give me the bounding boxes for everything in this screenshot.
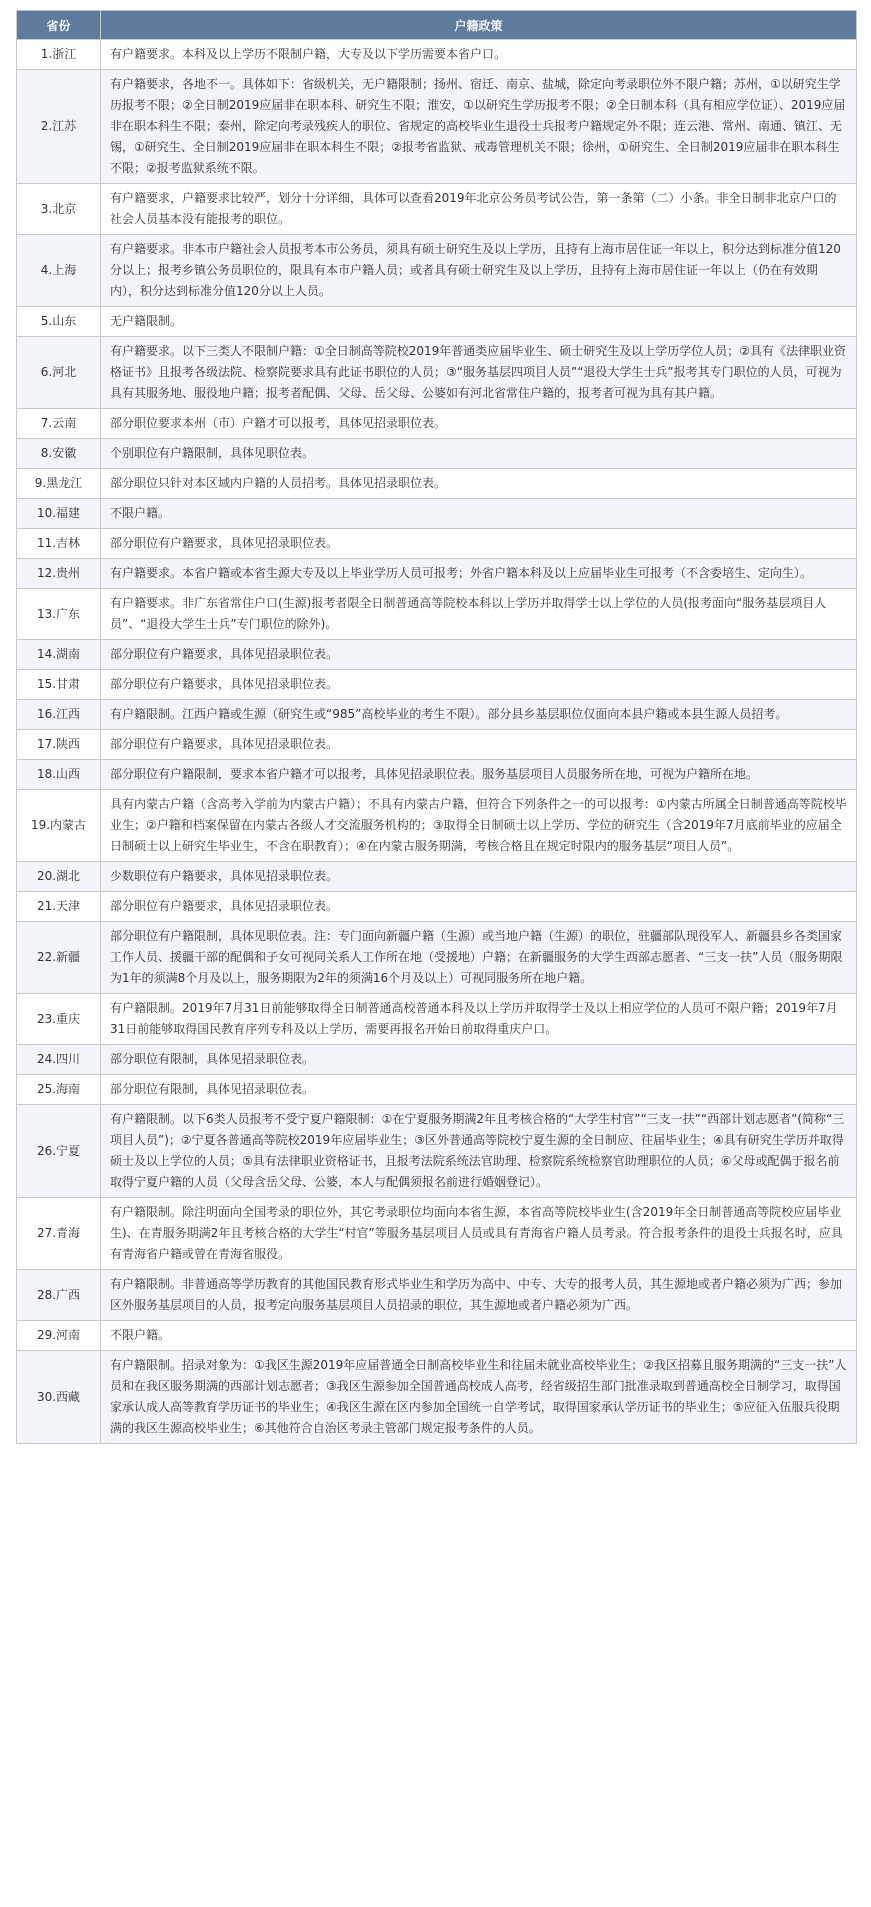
province-cell: 9.黑龙江 [17, 469, 101, 499]
province-cell: 18.山西 [17, 760, 101, 790]
province-cell: 26.宁夏 [17, 1105, 101, 1198]
province-cell: 23.重庆 [17, 994, 101, 1045]
policy-cell: 部分职位有户籍限制，具体见职位表。注：专门面向新疆户籍（生源）或当地户籍（生源）的职位，驻疆部队现役军人、新疆县乡各类国家工作人员、援疆干部的配偶和子女可视同关系人工作所在地（受援地）户籍；在新疆服务的大学生西部志愿者、“三支一扶”人员（服务期限为1年的须满8个月及以上，服务期限为2年的须满16个月及以上）可视同服务所在地户籍。 [101, 922, 857, 994]
province-cell: 14.湖南 [17, 640, 101, 670]
policy-cell: 部分职位有户籍要求，具体见招录职位表。 [101, 529, 857, 559]
province-cell: 4.上海 [17, 235, 101, 307]
table-row [17, 922, 857, 994]
table-row [17, 589, 857, 640]
table-body [17, 40, 857, 1444]
policy-cell: 有户籍限制。以下6类人员报考不受宁夏户籍限制：①在宁夏服务期满2年且考核合格的“大学生村官”“三支一扶”“西部计划志愿者”(简称“三项目人员”)；②宁夏各普通高等院校2019年应届毕业生；③区外普通高等院校宁夏生源的全日制应、往届毕业生；④具有研究生学历并取得硕士及以上学位的人员；⑤具有法律职业资格证书，且报考法院系统法官助理、检察院系统检察官助理职位的人员；⑥父母或配偶于报名前取得宁夏户籍的人员（父母含岳父母、公婆，本人与配偶须报名前进行婚姻登记）。 [101, 1105, 857, 1198]
policy-cell: 有户籍要求。以下三类人不限制户籍：①全日制高等院校2019年普通类应届毕业生、硕士研究生及以上学历学位人员；②具有《法律职业资格证书》且报考各级法院、检察院要求具有此证书职位的人员；③“服务基层四项目人员”“退役大学生士兵”报考其专门职位的人员，可视为具有其服务地、服役地户籍；报考者配偶、父母、岳父母、公婆如有河北省常住户籍的，报考者可视为具有其户籍。 [101, 337, 857, 409]
table-row [17, 469, 857, 499]
province-cell: 22.新疆 [17, 922, 101, 994]
policy-cell: 部分职位有户籍要求，具体见招录职位表。 [101, 730, 857, 760]
province-cell: 3.北京 [17, 184, 101, 235]
table-row [17, 670, 857, 700]
table-row [17, 640, 857, 670]
province-cell: 5.山东 [17, 307, 101, 337]
policy-cell: 部分职位有户籍限制，要求本省户籍才可以报考，具体见招录职位表。服务基层项目人员服务所在地，可视为户籍所在地。 [101, 760, 857, 790]
header-policy: 户籍政策 [101, 11, 857, 40]
province-cell: 16.江西 [17, 700, 101, 730]
table-row [17, 40, 857, 70]
province-cell: 20.湖北 [17, 862, 101, 892]
province-cell: 28.广西 [17, 1270, 101, 1321]
province-cell: 21.天津 [17, 892, 101, 922]
policy-cell: 有户籍限制。招录对象为：①我区生源2019年应届普通全日制高校毕业生和往届未就业高校毕业生；②我区招募且服务期满的“三支一扶”人员和在我区服务期满的西部计划志愿者；③我区生源参加全国普通高校成人高考，经省级招生部门批准录取到普通高校全日制学习，取得国家承认成人高等教育学历证书的毕业生；④我区生源在区内参加全国统一自学考试，取得国家承认学历证书的毕业生；⑤应征入伍服兵役期满的我区生源高校毕业生；⑥其他符合自治区考录主管部门规定报考条件的人员。 [101, 1351, 857, 1444]
table-row [17, 790, 857, 862]
table-row [17, 337, 857, 409]
table-row [17, 409, 857, 439]
province-cell: 8.安徽 [17, 439, 101, 469]
province-cell: 30.西藏 [17, 1351, 101, 1444]
table-row [17, 529, 857, 559]
province-cell: 29.河南 [17, 1321, 101, 1351]
household-policy-table [16, 10, 857, 1444]
table-row [17, 730, 857, 760]
province-cell: 13.广东 [17, 589, 101, 640]
policy-cell: 不限户籍。 [101, 499, 857, 529]
table-row [17, 760, 857, 790]
table-row [17, 1321, 857, 1351]
table-row [17, 1075, 857, 1105]
table-row [17, 499, 857, 529]
policy-cell: 无户籍限制。 [101, 307, 857, 337]
table-row [17, 559, 857, 589]
table-row [17, 892, 857, 922]
policy-cell: 个别职位有户籍限制，具体见职位表。 [101, 439, 857, 469]
province-cell: 27.青海 [17, 1198, 101, 1270]
province-cell: 1.浙江 [17, 40, 101, 70]
policy-cell: 部分职位有限制，具体见招录职位表。 [101, 1045, 857, 1075]
province-cell: 10.福建 [17, 499, 101, 529]
policy-cell: 有户籍限制。除注明面向全国考录的职位外，其它考录职位均面向本省生源，本省高等院校毕业生(含2019年全日制普通高等院校应届毕业生)、在青服务期满2年且考核合格的大学生“村官”等服务基层项目人员或具有青海省户籍人员考录。符合报考条件的退役士兵报名时，应具有青海省户籍或曾在青海省服役。 [101, 1198, 857, 1270]
policy-cell: 有户籍要求，各地不一。具体如下：省级机关，无户籍限制；扬州、宿迁、南京、盐城，除定向考录职位外不限户籍；苏州，①以研究生学历报考不限；②全日制2019应届非在职本科、研究生不限；淮安，①以研究生学历报考不限；②全日制本科（具有相应学位证）、2019应届非在职本科生不限；泰州，除定向考录残疾人的职位、省规定的高校毕业生退役士兵报考户籍规定外不限；连云港、常州、南通、镇江、无锡，①研究生、全日制2019应届非在职本科生不限；②报考省监狱、戒毒管理机关不限；徐州，①研究生、全日制2019应届非在职本科生不限；②报考监狱系统不限。 [101, 70, 857, 184]
province-cell: 17.陕西 [17, 730, 101, 760]
policy-cell: 有户籍限制。2019年7月31日前能够取得全日制普通高校普通本科及以上学历并取得学士及以上相应学位的人员可不限户籍；2019年7月31日前能够取得国民教育序列专科及以上学历，需要再报名开始日前取得重庆户口。 [101, 994, 857, 1045]
policy-cell: 部分职位只针对本区域内户籍的人员招考。具体见招录职位表。 [101, 469, 857, 499]
province-cell: 15.甘肃 [17, 670, 101, 700]
policy-cell: 有户籍要求。非广东省常住户口(生源)报考者限全日制普通高等院校本科以上学历并取得学士以上学位的人员(报考面向“服务基层项目人员”、“退役大学生士兵”专门职位的除外)。 [101, 589, 857, 640]
table-row [17, 1270, 857, 1321]
policy-cell: 不限户籍。 [101, 1321, 857, 1351]
province-cell: 19.内蒙古 [17, 790, 101, 862]
table-header-row [17, 11, 857, 40]
policy-cell: 有户籍要求，户籍要求比较严，划分十分详细，具体可以查看2019年北京公务员考试公告，第一条第（二）小条。非全日制非北京户口的社会人员基本没有能报考的职位。 [101, 184, 857, 235]
policy-cell: 部分职位要求本州（市）户籍才可以报考，具体见招录职位表。 [101, 409, 857, 439]
table-row [17, 235, 857, 307]
province-cell: 25.海南 [17, 1075, 101, 1105]
policy-cell: 部分职位有户籍要求，具体见招录职位表。 [101, 670, 857, 700]
table-row [17, 70, 857, 184]
policy-cell: 有户籍限制。非普通高等学历教育的其他国民教育形式毕业生和学历为高中、中专、大专的报考人员，其生源地或者户籍必须为广西；参加区外服务基层项目的人员，报考定向服务基层项目人员招录的职位，其生源地或者户籍必须为广西。 [101, 1270, 857, 1321]
policy-cell: 少数职位有户籍要求，具体见招录职位表。 [101, 862, 857, 892]
policy-cell: 有户籍要求。本科及以上学历不限制户籍，大专及以下学历需要本省户口。 [101, 40, 857, 70]
province-cell: 11.吉林 [17, 529, 101, 559]
province-cell: 6.河北 [17, 337, 101, 409]
policy-cell: 部分职位有户籍要求，具体见招录职位表。 [101, 892, 857, 922]
province-cell: 2.江苏 [17, 70, 101, 184]
province-cell: 24.四川 [17, 1045, 101, 1075]
table-row [17, 1351, 857, 1444]
header-province: 省份 [17, 11, 101, 40]
policy-cell: 部分职位有户籍要求，具体见招录职位表。 [101, 640, 857, 670]
policy-cell: 有户籍要求。本省户籍或本省生源大专及以上毕业学历人员可报考；外省户籍本科及以上应届毕业生可报考（不含委培生、定向生）。 [101, 559, 857, 589]
table-row [17, 184, 857, 235]
province-cell: 7.云南 [17, 409, 101, 439]
policy-cell: 有户籍限制。江西户籍或生源（研究生或“985”高校毕业的考生不限）。部分县乡基层职位仅面向本县户籍或本县生源人员招考。 [101, 700, 857, 730]
table-row [17, 700, 857, 730]
policy-cell: 有户籍要求。非本市户籍社会人员报考本市公务员，须具有硕士研究生及以上学历，且持有上海市居住证一年以上，积分达到标准分值120分以上；报考乡镇公务员职位的，限具有本市户籍人员；或者具有硕士研究生及以上学历，且持有上海市居住证一年以上（仍在有效期内），积分达到标准分值120分以上人员。 [101, 235, 857, 307]
table-row [17, 862, 857, 892]
table-row [17, 307, 857, 337]
table-row [17, 1198, 857, 1270]
table-row [17, 994, 857, 1045]
province-cell: 12.贵州 [17, 559, 101, 589]
table-row [17, 1045, 857, 1075]
policy-cell: 具有内蒙古户籍（含高考入学前为内蒙古户籍）；不具有内蒙古户籍，但符合下列条件之一的可以报考：①内蒙古所属全日制普通高等院校毕业生；②户籍和档案保留在内蒙古各级人才交流服务机构的；③取得全日制硕士以上学历、学位的研究生（含2019年7月底前毕业的应届全日制硕士以上研究生毕业生，不含在职教育）；④在内蒙古服务期满，考核合格且在规定时限内的服务基层“项目人员”。 [101, 790, 857, 862]
table-row [17, 1105, 857, 1198]
policy-cell: 部分职位有限制，具体见招录职位表。 [101, 1075, 857, 1105]
table-row [17, 439, 857, 469]
